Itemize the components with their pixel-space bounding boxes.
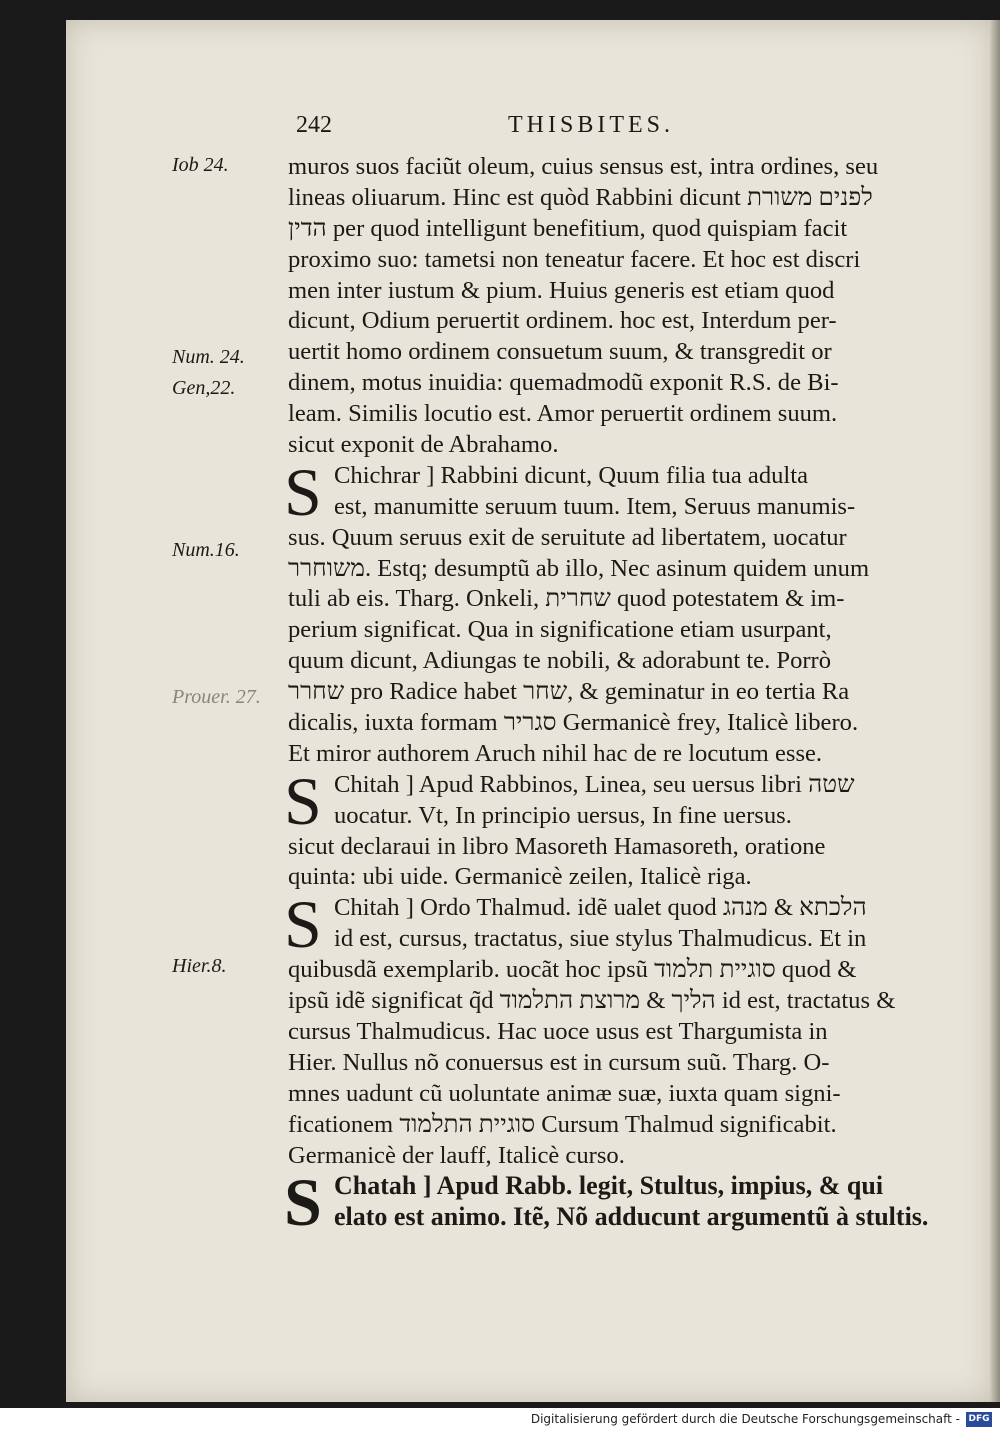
text-line: Chitah ] Apud Rabbinos, Linea, seu uersus libri שטה (334, 770, 855, 798)
text-line: sus. Quum seruus exit de seruitute ad libertatem, uocatur (288, 523, 847, 551)
text-line: est, manumitte seruum tuum. Item, Seruus manumis- (334, 492, 856, 520)
text-line: Et miror authorem Aruch nihil hac de re locutum esse. (288, 739, 823, 767)
drop-initial: S (284, 453, 322, 530)
page-edge (990, 20, 1000, 1402)
text-line: sicut exponit de Abrahamo. (288, 431, 559, 459)
body-text (284, 152, 938, 1241)
text-line: ficationem סוגיית התלמוד Cursum Thalmud significabit. (288, 1110, 837, 1138)
text-line: Chitah ] Ordo Thalmud. idẽ ualet quod הלכתא & מנהג (334, 894, 867, 922)
text-line: elato est animo. Itẽ, Nõ adducunt argumentũ à stultis. (334, 1202, 929, 1232)
text-line: sicut declaraui in libro Masoreth Hamasoreth, oratione (288, 832, 826, 860)
margin-note-gen: Gen,22. (172, 377, 236, 399)
text-line: Hier. Nullus nõ conuersus est in cursum suũ. Tharg. O- (288, 1048, 830, 1076)
text-line: tuli ab eis. Tharg. Onkeli, שחרית quod potestatem & im- (288, 585, 845, 613)
text-line: dicalis, iuxta formam סגריר Germanicè frey, Italicè libero. (288, 709, 859, 737)
text-line: id est, cursus, tractatus, siue stylus Thalmudicus. Et in (334, 925, 867, 953)
margin-note-hier: Hier.8. (172, 955, 227, 977)
text-line: cursus Thalmudicus. Hac uoce usus est Thargumista in (288, 1017, 828, 1045)
dfg-logo: DFG (966, 1412, 992, 1427)
text-line: uocatur. Vt, In principio uersus, In fine uersus. (334, 801, 792, 829)
text-line: dinem, motus inuidia: quemadmodũ exponit R.S. de Bi- (288, 369, 839, 397)
drop-initial: S (284, 886, 322, 963)
margin-note-prouer: Prouer. 27. (172, 686, 261, 708)
text-line: leam. Similis locutio est. Amor peruertit ordinem suum. (288, 400, 838, 428)
running-title: THISBITES. (508, 112, 674, 138)
text-line: הדין per quod intelligunt benefitium, quod quispiam facit (288, 214, 848, 242)
text-line: Chatah ] Apud Rabb. legit, Stultus, impius, & qui (334, 1171, 884, 1201)
running-head (290, 108, 730, 148)
drop-initial: S (284, 1164, 322, 1241)
margin-note-iob: Iob 24. (172, 154, 229, 176)
text-line: muros suos faciũt oleum, cuius sensus est, intra ordines, seu (288, 153, 879, 180)
page-number: 242 (296, 112, 332, 138)
footer-bar (0, 1408, 1000, 1432)
text-line: Chichrar ] Rabbini dicunt, Quum filia tua adulta (334, 461, 808, 489)
text-line: dicunt, Odium peruertit ordinem. hoc est, Interdum per- (288, 307, 837, 335)
text-line: quum dicunt, Adiungas te nobili, & adorabunt te. Porrò (288, 647, 832, 675)
text-line: ipsũ idẽ significat q̃d הליך & מרוצת התלמוד id est, tractatus & (288, 987, 896, 1015)
text-line: Germanicè der lauff, Italicè curso. (288, 1141, 625, 1169)
text-line: mnes uadunt cũ uoluntate animæ suæ, iuxta quam signi- (288, 1079, 841, 1107)
text-line: uertit homo ordinem consuetum suum, & transgredit or (288, 338, 832, 366)
text-line: quibusdã exemplarib. uocãt hoc ipsũ סוגיית תלמוד quod & (288, 956, 857, 984)
drop-initial: S (284, 762, 322, 839)
text-line: men inter iustum & pium. Huius generis est etiam quod (288, 276, 835, 304)
text-line: שחרר pro Radice habet שחר, & geminatur in eo tertia Ra (288, 678, 850, 706)
text-line: perium significat. Qua in significatione etiam usurpant, (288, 616, 832, 644)
margin-note-num-24: Num. 24. (172, 346, 245, 368)
margin-note-num-16: Num.16. (172, 539, 240, 561)
text-line: משוחרר. Estq; desumptũ ab illo, Nec asinum quidem unum (288, 554, 870, 582)
text-line: proximo suo: tametsi non teneatur facere. Et hoc est discri (288, 245, 861, 273)
funding-notice: Digitalisierung gefördert durch die Deutsche Forschungsgemeinschaft - (530, 1412, 960, 1426)
text-line: quinta: ubi uide. Germanicè zeilen, Italicè riga. (288, 863, 752, 891)
text-line: lineas oliuarum. Hinc est quòd Rabbini dicunt לפנים משורת (288, 183, 873, 211)
